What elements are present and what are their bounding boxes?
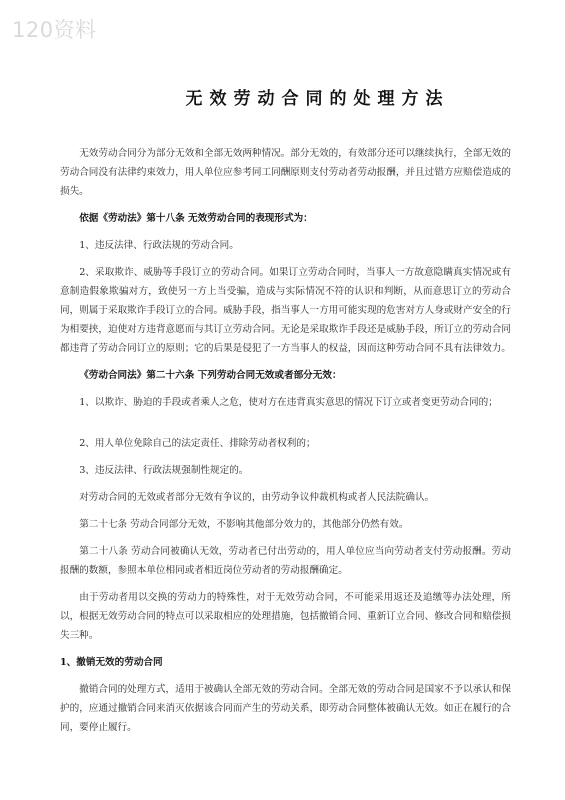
paragraph-handling: 由于劳动者用以交换的劳动力的特殊性，对于无效劳动合同，不可能采用返还及追缴等办法处理，所以，根据无效劳动合同的特点可以采取相应的处理措施，包括撤销合同、重新订立合同、修改合同和赔偿损失三种。 — [60, 592, 511, 641]
list-item-violation: 3、违反法律、行政法规强制性规定的。 — [79, 465, 249, 476]
paragraph-article-27: 第二十七条 劳动合同部分无效，不影响其他部分效力的，其他部分仍然有效。 — [79, 519, 409, 530]
list-item-fraud: 1、以欺诈、胁迫的手段或者乘人之危，使对方在违背真实意思的情况下订立或者变更劳动合同的； — [79, 397, 498, 408]
paragraph-dispute: 对劳动合同的无效或者部分无效有争议的，由劳动争议仲裁机构或者人民法院确认。 — [79, 492, 435, 503]
heading-labor-law-article-18: 依据《劳动法》第十八条 无效劳动合同的表现形式为： — [79, 213, 313, 224]
watermark-logo: 120资料 — [12, 18, 97, 42]
paragraph-article-28: 第二十八条 劳动合同被确认无效，劳动者已付出劳动的，用人单位应当向劳动者支付劳动报酬。劳动报酬的数额，参照本单位相同或者相近岗位劳动者的劳动报酬确定。 — [60, 546, 511, 576]
document-title: 无效劳动合同的处理方法 — [185, 89, 450, 109]
paragraph-intro: 无效劳动合同分为部分无效和全部无效两种情况。部分无效的，有效部分还可以继续执行，全部无效的劳动合同没有法律约束效力，用人单位应参考同工同酬原则支付劳动者劳动报酬，并且过错方应赔偿造成的损失。 — [60, 148, 511, 197]
heading-revoke-contract: 1、撤销无效的劳动合同 — [60, 657, 163, 668]
heading-contract-law-article-26: 《劳动合同法》第二十六条 下列劳动合同无效或者部分无效： — [79, 370, 342, 381]
spacer — [60, 420, 511, 434]
paragraph-revoke: 撤销合同的处理方式，适用于被确认全部无效的劳动合同。全部无效的劳动合同是国家不予以承认和保护的，应通过撤销合同来消灭依据该合同而产生的劳动关系，即劳动合同整体被确认无效。如正在履行的合同，要停止履行。 — [60, 684, 511, 733]
list-item-exempt: 2、用人单位免除自己的法定责任、排除劳动者权利的； — [79, 438, 316, 449]
list-item-2: 2、采取欺诈、威胁等手段订立的劳动合同。如果订立劳动合同时，当事人一方故意隐瞒真实情况或有意制造假象欺骗对方，致使另一方上当受骗，造成与实际情况不符的认识和判断，从而意思订立的劳动合同，则属于采取欺诈手段订立的合同。威胁手段，指当事人一方用可能实现的危害对方人身或财产安全的行为相要挟，迫使对方违背意愿而与其订立劳动合同。无论是采取欺诈手段还是威胁手段，所订立的劳动合同都违背了劳动合同订立的原则；它的后果是侵犯了一方当事人的权益，因而这种劳动合同不具有法律效力。 — [60, 267, 511, 354]
list-item-1: 1、违反法律、行政法规的劳动合同。 — [79, 240, 239, 251]
document-body — [60, 144, 511, 745]
